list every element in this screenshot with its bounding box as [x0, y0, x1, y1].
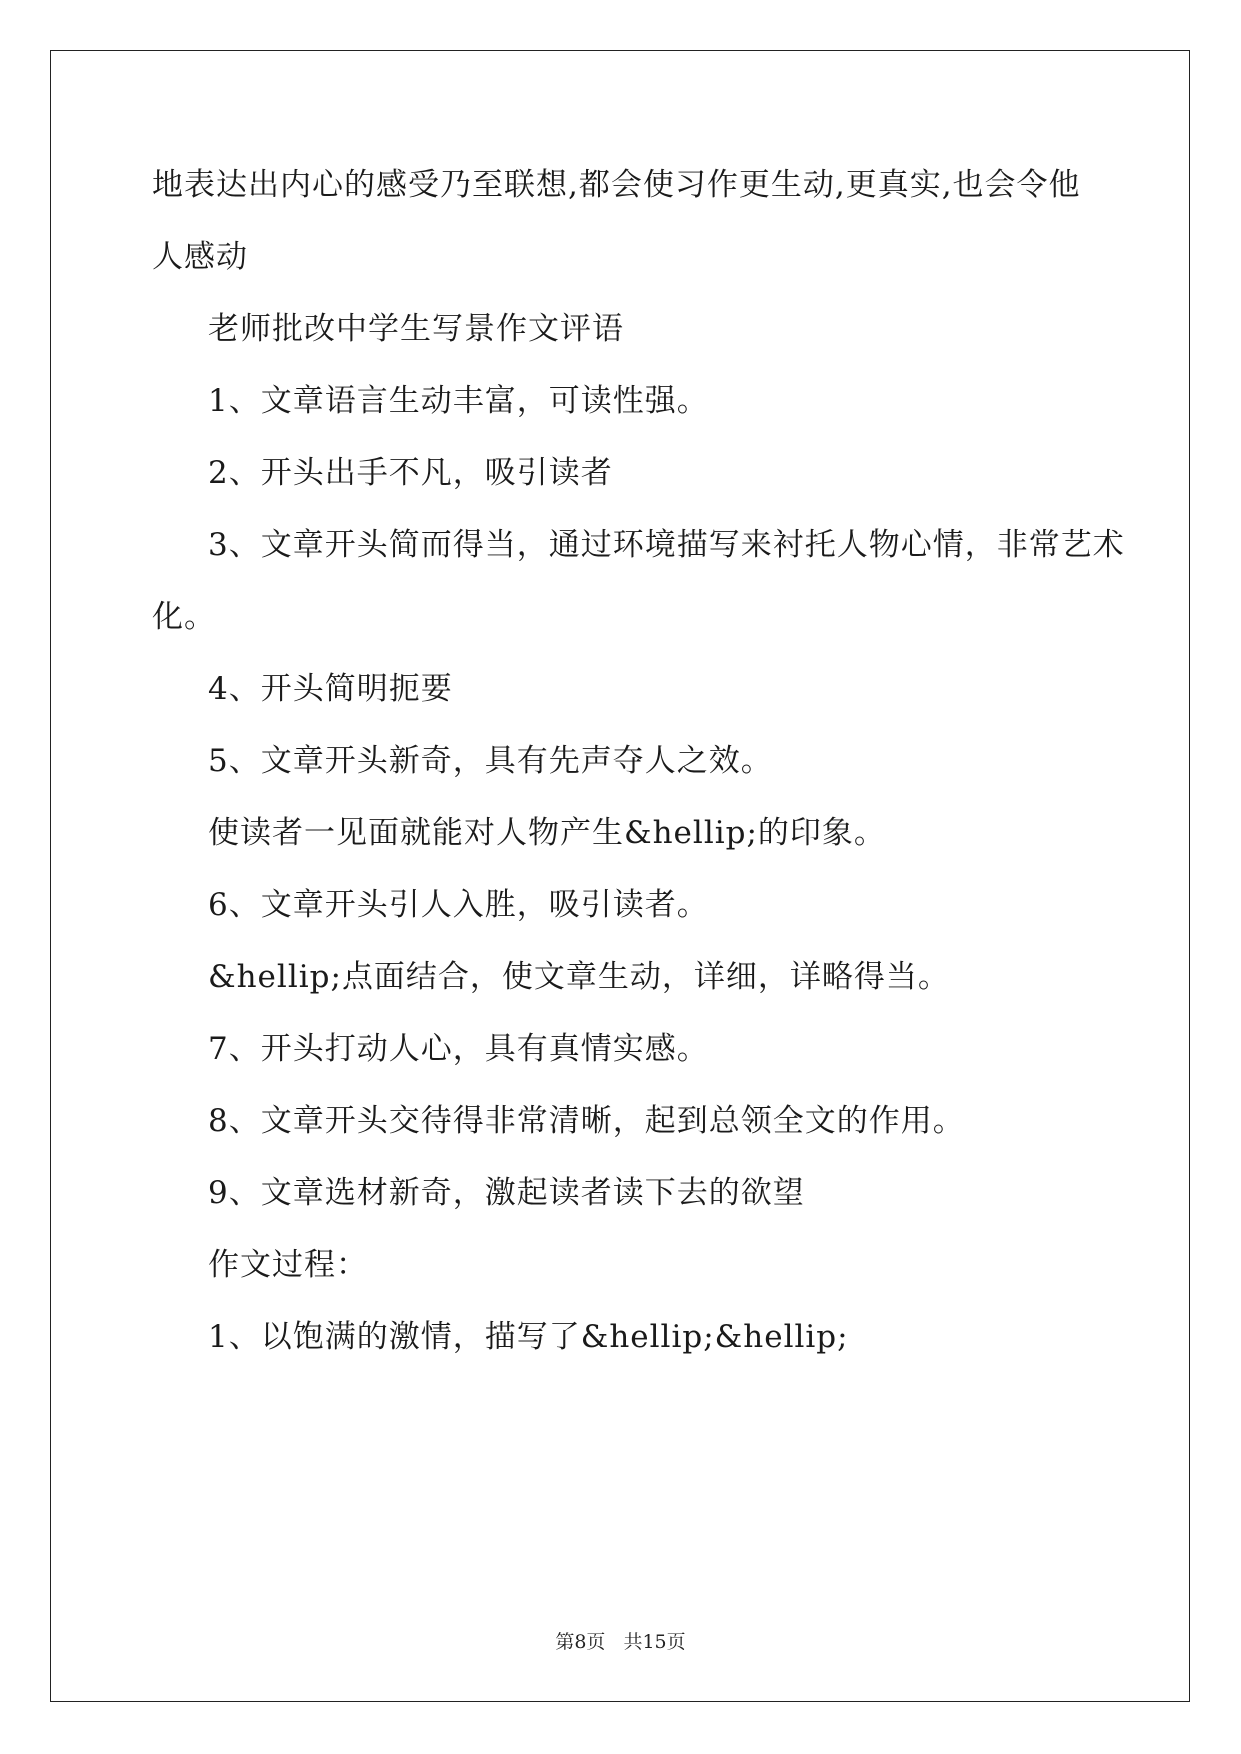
body-line: 人感动	[152, 239, 248, 275]
list-item: 1、文章语言生动丰富，可读性强。	[208, 383, 709, 419]
section-heading: 老师批改中学生写景作文评语	[208, 311, 624, 347]
list-item: 1、以饱满的激情，描写了&hellip;&hellip;	[208, 1319, 849, 1355]
list-item: 8、文章开头交待得非常清晰，起到总领全文的作用。	[208, 1103, 965, 1139]
page-border	[50, 50, 1190, 1702]
list-item: 9、文章选材新奇，激起读者读下去的欲望	[208, 1175, 805, 1211]
body-line: &hellip;点面结合，使文章生动，详细，详略得当。	[208, 959, 950, 995]
list-item: 7、开头打动人心，具有真情实感。	[208, 1031, 709, 1067]
list-item-continuation: 化。	[152, 599, 216, 635]
body-line: 地表达出内心的感受乃至联想,都会使习作更生动,更真实,也会令他	[152, 167, 1081, 203]
page-number-current: 第8页	[555, 1631, 606, 1653]
page-number-total: 共15页	[623, 1631, 686, 1653]
list-item: 2、开头出手不凡，吸引读者	[208, 455, 613, 491]
page-footer	[0, 1627, 1241, 1654]
list-item: 6、文章开头引人入胜，吸引读者。	[208, 887, 709, 923]
list-item: 4、开头简明扼要	[208, 671, 453, 707]
list-item: 3、文章开头简而得当，通过环境描写来衬托人物心情，非常艺术	[208, 527, 1125, 563]
list-item: 5、文章开头新奇，具有先声夺人之效。	[208, 743, 773, 779]
section-heading: 作文过程：	[208, 1247, 368, 1283]
body-line: 使读者一见面就能对人物产生&hellip;的印象。	[208, 815, 886, 851]
